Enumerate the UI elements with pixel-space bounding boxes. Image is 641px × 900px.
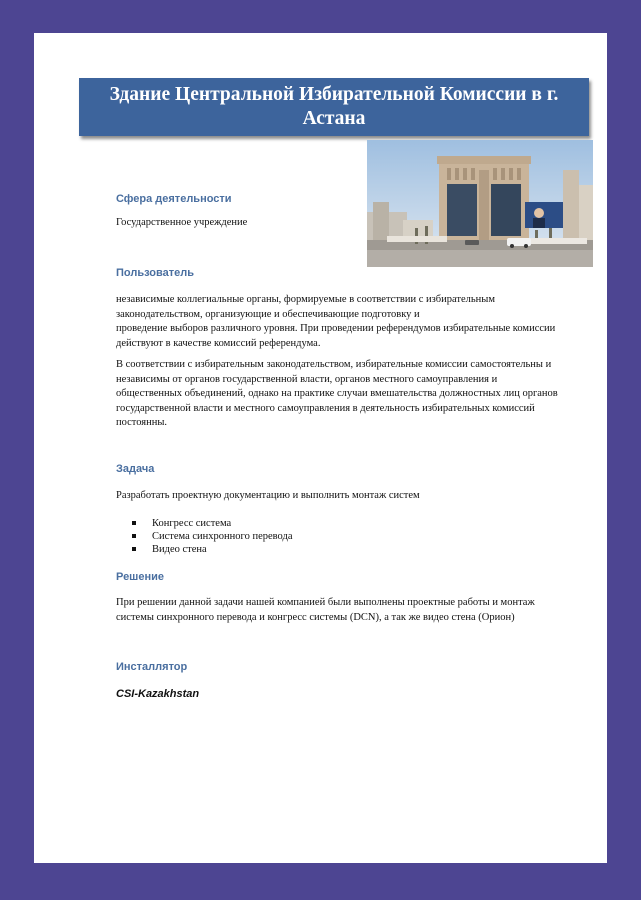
user-paragraph-2-line: государственной власти и местного самоуправления в деятельность избирательных комиссий [116, 402, 535, 414]
building-photo [367, 140, 593, 267]
user-paragraph-1-line: действуют в качестве комиссий референдума. [116, 337, 321, 349]
user-paragraph-2-line: В соответствии с избирательным законодательством, избирательные комиссии самостоятельны и [116, 359, 552, 370]
user-heading: Пользователь [116, 267, 195, 279]
bullet-icon [132, 547, 136, 551]
user-paragraph-1-line: независимые коллегиальные органы, формируемые в соответствии с избирательным [116, 294, 495, 305]
user-paragraph-2-line: независимы от органов государственной власти, органов местного самоуправления и [116, 373, 498, 385]
bullet-icon [132, 521, 136, 525]
building-photo-illustration [367, 140, 593, 267]
document-page [34, 33, 607, 863]
list-item [132, 517, 292, 530]
solution-heading: Решение [116, 571, 164, 583]
solution-paragraph [116, 596, 596, 625]
page-title: Здание Центральной Избирательной Комиссии в г. Астана [79, 78, 589, 136]
installer-name: CSI-Kazakhstan [116, 688, 200, 700]
scope-heading: Сфера деятельности [116, 193, 232, 205]
solution-line: При решении данной задачи нашей компанией были выполнены проектные работы и монтаж [116, 597, 535, 608]
user-paragraph-1-line: проведение выборов различного уровня. При проведении референдумов избирательные комиссии [116, 323, 556, 334]
user-paragraph-2 [116, 358, 596, 431]
solution-line: системы синхронного перевода и конгресс системы (DCN), а так же видео стена (Орион) [116, 611, 515, 623]
scope-text: Государственное учреждение [116, 217, 248, 228]
list-item [132, 543, 292, 556]
list-item [132, 530, 292, 543]
task-heading: Задача [116, 463, 155, 475]
user-paragraph-1-line: законодательством, организующие и обеспечивающие подготовку и [116, 308, 420, 320]
task-text: Разработать проектную документацию и выполнить монтаж систем [116, 490, 420, 501]
user-paragraph-2-line: общественных объединений, однако на практике случаи вмешательства должностных лиц органов [116, 388, 558, 399]
task-bullet-list [132, 517, 292, 556]
bullet-text: Система синхронного перевода [152, 531, 293, 542]
user-paragraph-1 [116, 293, 596, 351]
bullet-text: Видео стена [152, 544, 207, 555]
bullet-text: Конгресс система [152, 518, 232, 529]
user-paragraph-2-line: постоянны. [116, 417, 168, 428]
bullet-icon [132, 534, 136, 538]
installer-heading: Инсталлятор [116, 661, 188, 673]
